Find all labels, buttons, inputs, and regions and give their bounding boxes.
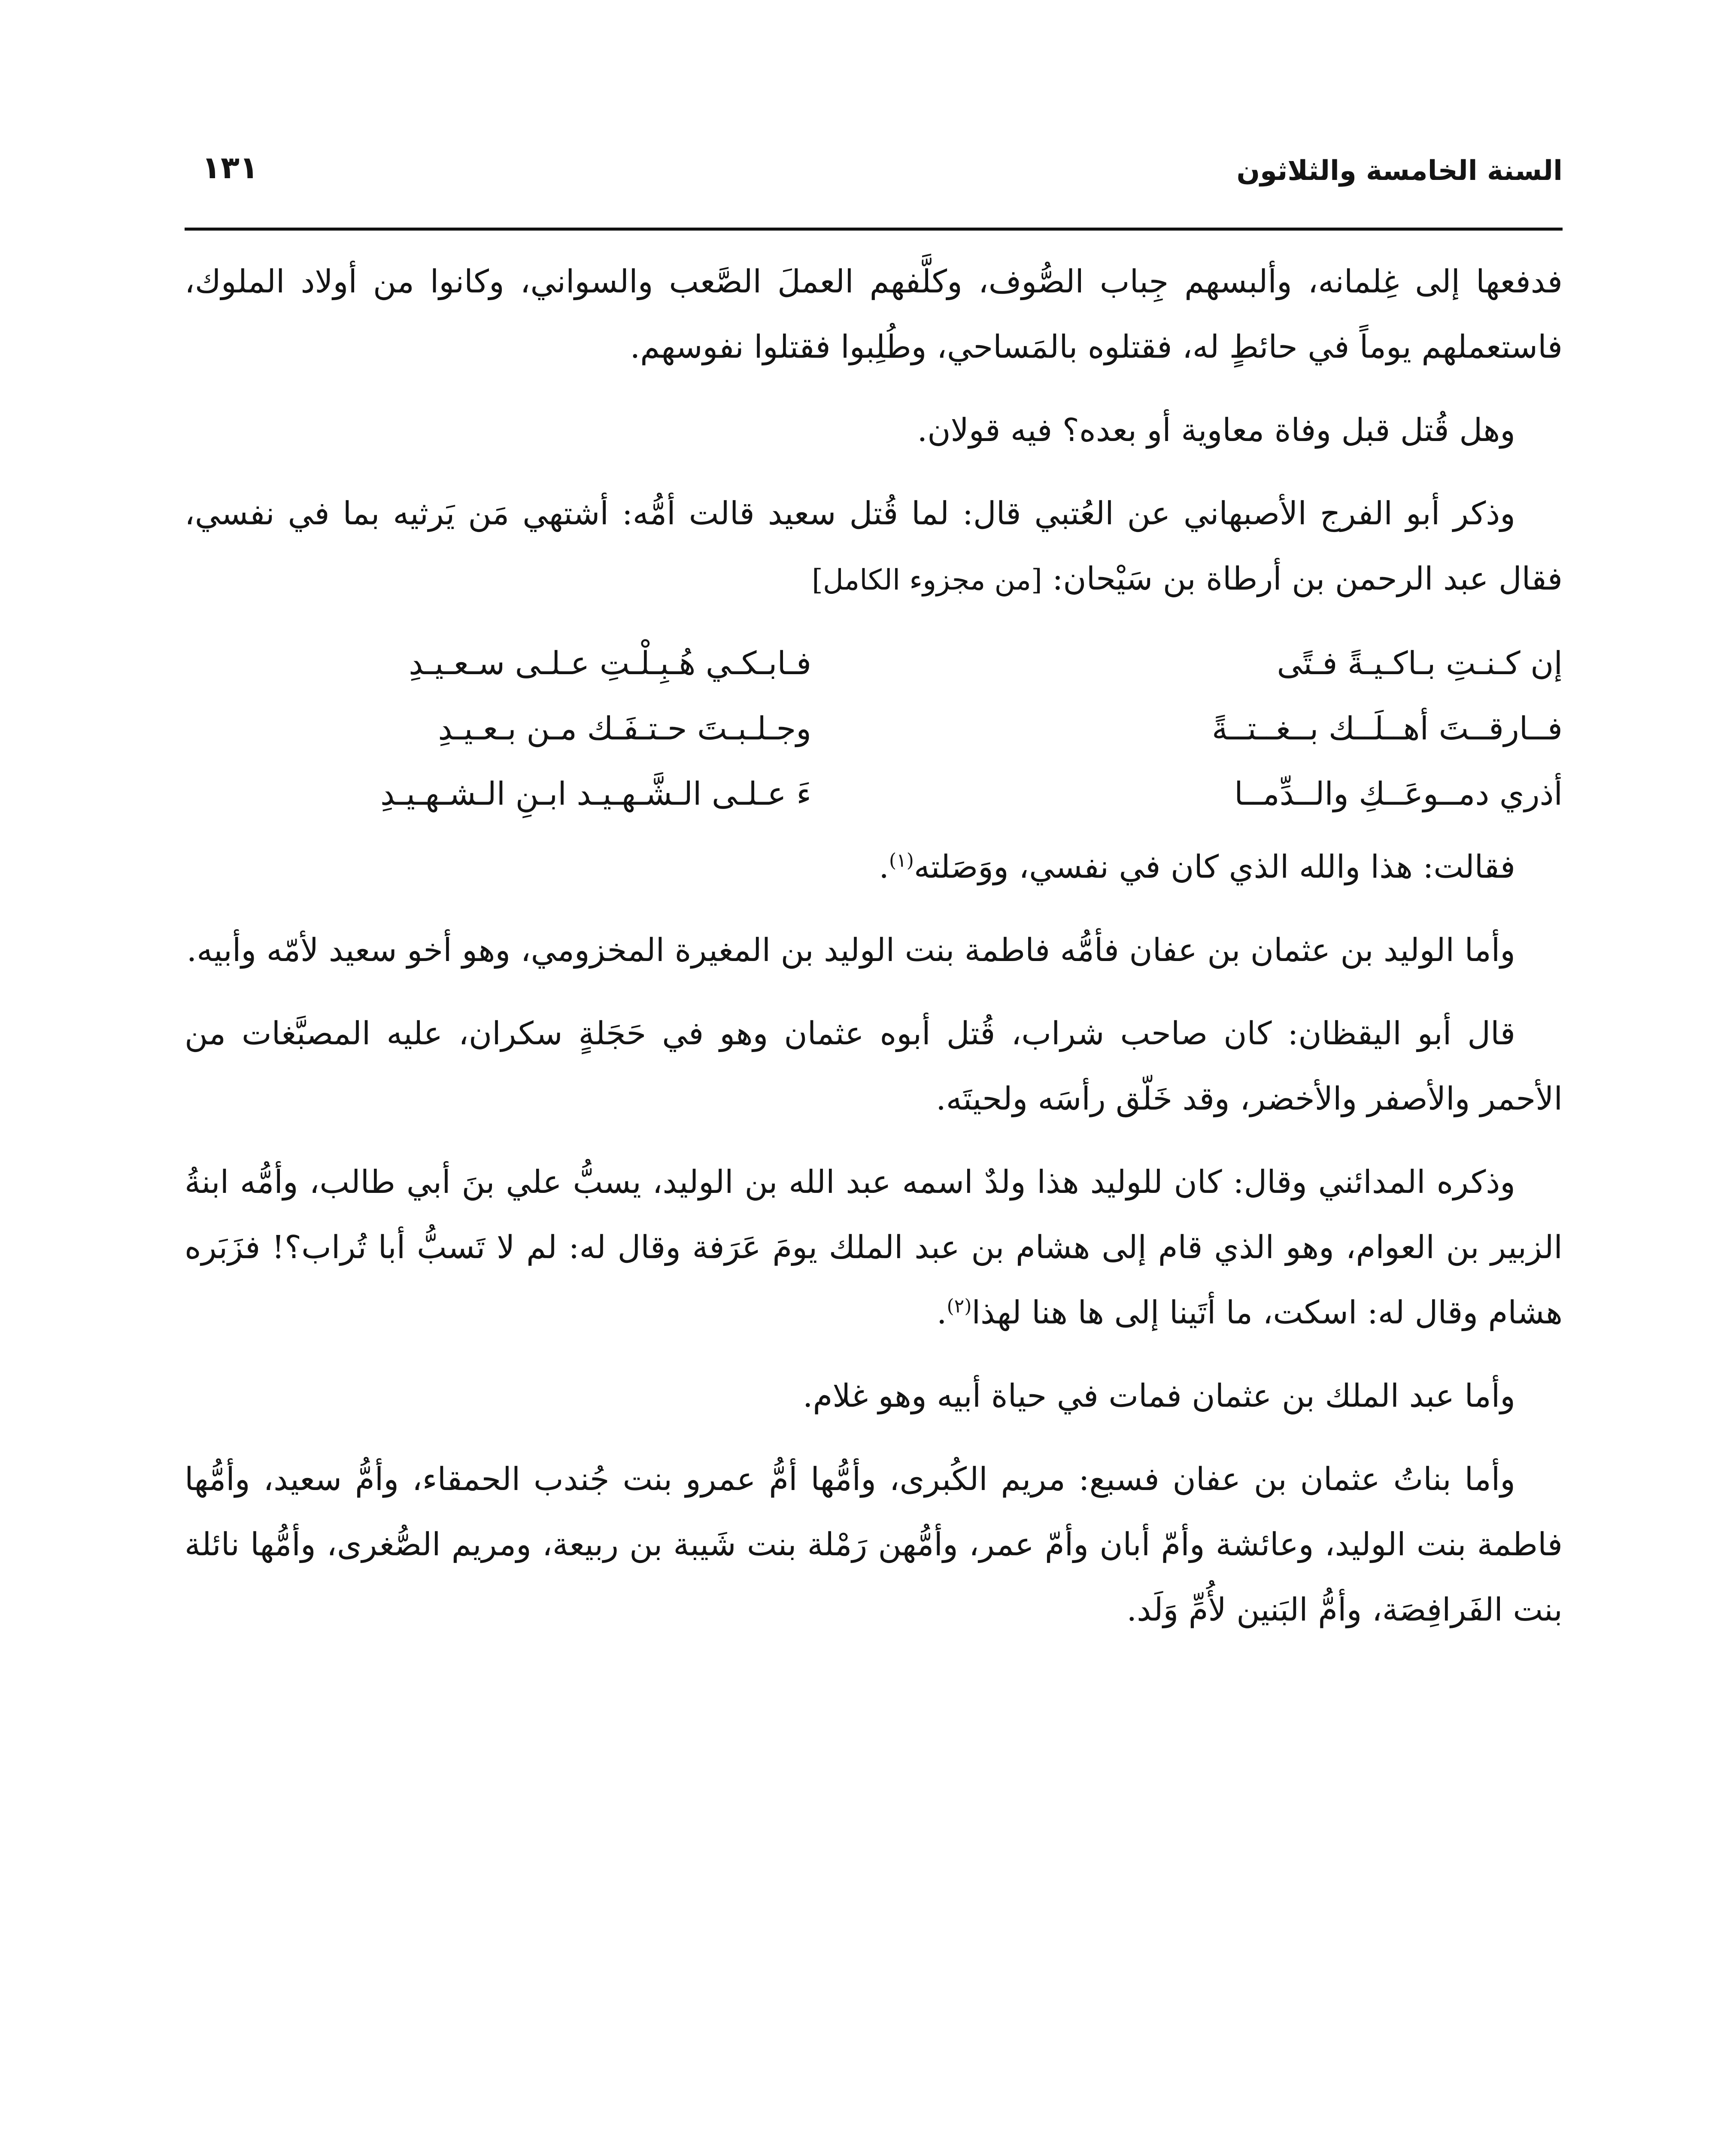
poem-block	[185, 631, 1563, 827]
poem-line-1-second-hemistich: فـابـكـي هُـبِـلْـتِ عـلـى سـعـيـدِ	[409, 645, 811, 682]
poem-line-3	[185, 761, 1563, 827]
poem-line-2-second-hemistich: وجـلـبـتَ حـتـفَـك مـن بـعـيـدِ	[438, 710, 811, 747]
paragraph-4	[185, 834, 1563, 900]
footnote-ref-2[interactable]: (٢)	[947, 1295, 972, 1317]
poem-line-2-first-hemistich: فــارقــتَ أهــلَــك بــغــتــةً	[1212, 710, 1563, 747]
paragraph-5: وأما الوليد بن عثمان بن عفان فأمُّه فاطمة بنت الوليد بن المغيرة المخزومي، وهو أخو سعيد لأمّه وأبيه.	[186, 932, 1515, 969]
poem-line-2	[185, 696, 1563, 761]
paragraph-8: وأما عبد الملك بن عثمان فمات في حياة أبيه وهو غلام.	[802, 1378, 1515, 1414]
main-text	[185, 249, 1563, 1660]
header-rule	[185, 228, 1563, 231]
poem-line-3-first-hemistich: أذري دمــوعَــكِ والــدِّمــا	[1234, 775, 1563, 812]
paragraph-2: وهل قُتل قبل وفاة معاوية أو بعده؟ فيه قولان.	[917, 412, 1515, 449]
book-page	[185, 142, 1563, 2147]
paragraph-6: قال أبو اليقظان: كان صاحب شراب، قُتل أبوه عثمان وهو في حَجَلةٍ سكران، عليه المصبَّغات من الأحمر والأصفر والأخضر، وقد خَلّق رأسَه ولحيتَه.	[185, 1015, 1563, 1117]
paragraph-7	[185, 1150, 1563, 1345]
poem-line-3-second-hemistich: ءَ عـلـى الـشَّـهـيـد ابـنِ الـشـهـيـدِ	[380, 775, 811, 812]
poem-line-1-first-hemistich: إن كـنـتِ بـاكـيـةً فـتًى	[1277, 645, 1563, 682]
meter-label: [من مجزوء الكامل]	[812, 563, 1042, 596]
paragraph-3	[185, 481, 1563, 613]
poem-line-1	[185, 631, 1563, 696]
footnote-ref-1[interactable]: (١)	[889, 849, 914, 872]
running-header	[185, 142, 1563, 206]
paragraph-4-text: فقالت: هذا والله الذي كان في نفسي، ووَصَلته	[914, 848, 1515, 885]
page-number: ١٣١	[202, 149, 258, 186]
paragraph-1: فدفعها إلى غِلمانه، وألبسهم جِباب الصُّوف، وكلَّفهم العملَ الصَّعب والسواني، وكانوا من أولاد الملوك، فاستعملهم يوماً في حائطٍ له، فقتلوه بالمَساحي، وطُلِبوا فقتلوا نفوسهم.	[185, 263, 1563, 365]
paragraph-7-end: .	[936, 1294, 947, 1331]
paragraph-9: وأما بناتُ عثمان بن عفان فسبع: مريم الكُبرى، وأمُّها أمُّ عمرو بنت جُندب الحمقاء، وأمُّ سعيد، وأمُّها فاطمة بنت الوليد، وعائشة وأمّ أبان وأمّ عمر، وأمُّهن رَمْلة بنت شَيبة بن ربيعة، ومريم الصُّغرى، وأمُّها نائلة بنت الفَرافِصَة، وأمُّ البَنين لأُمِّ وَلَد.	[185, 1461, 1563, 1628]
paragraph-3-text: وذكر أبو الفرج الأصبهاني عن العُتبي قال: لما قُتل سعيد قالت أمُّه: أشتهي مَن يَرثيه بما في نفسي، فقال عبد الرحمن بن أرطاة بن سَيْحان:	[185, 495, 1563, 597]
paragraph-7-text: وذكره المدائني وقال: كان للوليد هذا ولدٌ اسمه عبد الله بن الوليد، يسبُّ علي بنَ أبي طالب، وأمُّه ابنةُ الزبير بن العوام، وهو الذي قام إلى هشام بن عبد الملك يومَ عَرَفة وقال له: لم لا تَسبُّ أبا تُراب؟! فزَبَره هشام وقال له: اسكت، ما أتَينا إلى ها هنا لهذا	[185, 1164, 1563, 1331]
running-title: السنة الخامسة والثلاثون	[1236, 155, 1563, 187]
paragraph-4-end: .	[879, 848, 889, 885]
